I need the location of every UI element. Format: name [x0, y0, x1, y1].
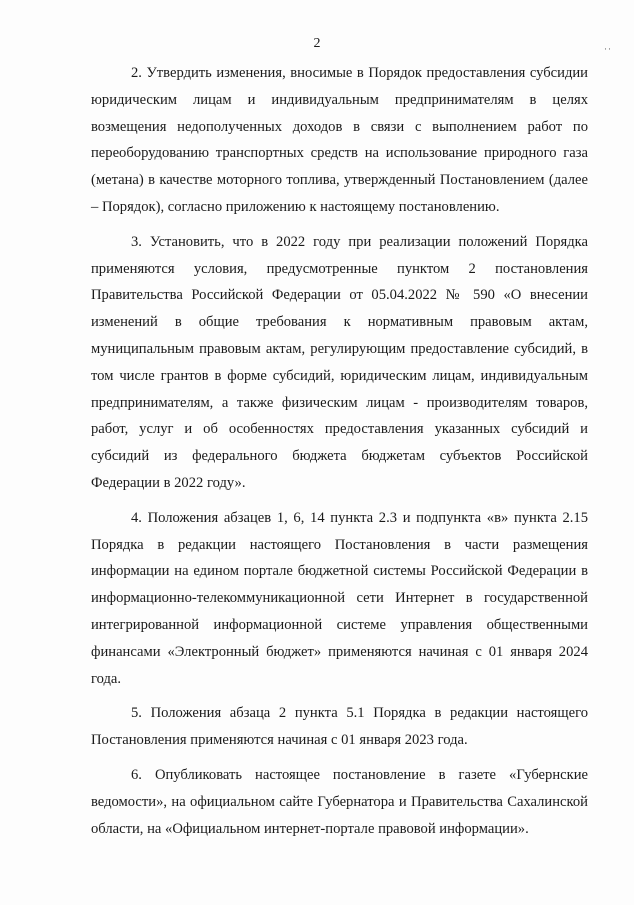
scan-mark: ·· [604, 44, 612, 54]
page-number: 2 [313, 36, 321, 51]
paragraph-4: 4. Положения абзацев 1, 6, 14 пункта 2.3 и подпункта «в» пункта 2.15 Порядка в редакции настоящего Постановления в части размещения информации на едином портале бюджетной системы Российской Федерации в информационно-телекоммуникационной сети Интернет в государственной интегрированной информационной системе управления общественными финансами «Электронный бюджет» применяются начиная с 01 января 2024 года. [91, 509, 588, 687]
paragraph-5: 5. Положения абзаца 2 пункта 5.1 Порядка в редакции настоящего Постановления применяются начиная с 01 января 2023 года. [91, 705, 588, 749]
paragraph-2: 2. Утвердить изменения, вносимые в Порядок предоставления субсидии юридическим лицам и индивидуальным предпринимателям в целях возмещения недополученных доходов в связи с выполнением работ по переоборудованию транспортных средств на использование природного газа (метана) в качестве моторного топлива, утвержденный Постановлением (далее – Порядок), согласно приложению к настоящему постановлению. [91, 65, 588, 215]
paragraph-3: 3. Установить, что в 2022 году при реализации положений Порядка применяются условия, предусмотренные пунктом 2 постановления Правительства Российской Федерации от 05.04.2022 № 590 «О внесении изменений в общие требования к нормативным правовым актам, муниципальным правовым актам, регулирующим предоставление субсидий, в том числе грантов в форме субсидий, юридическим лицам, индивидуальным предпринимателям, а также физическим лицам - производителям товаров, работ, услуг и об особенностях предоставления указанных субсидий и субсидий из федерального бюджета бюджетам субъектов Российской Федерации в 2022 году». [91, 233, 588, 491]
paragraph-6: 6. Опубликовать настоящее постановление в газете «Губернские ведомости», на официальном сайте Губернатора и Правительства Сахалинской области, на «Официальном интернет-портале правовой информации». [91, 766, 588, 837]
document-body [91, 60, 588, 850]
